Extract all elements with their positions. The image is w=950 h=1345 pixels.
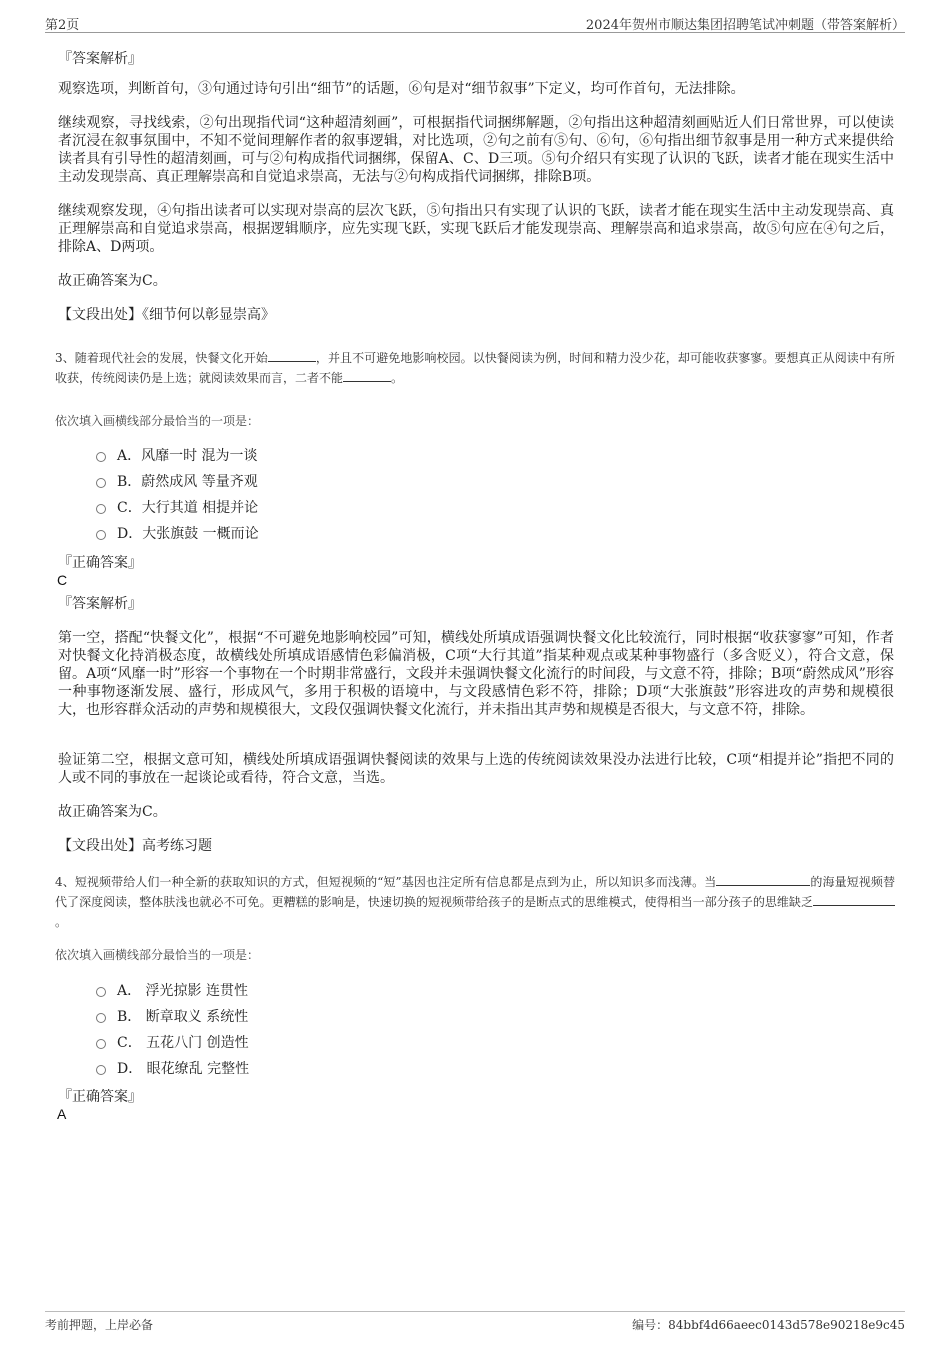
- page-number: 第2页: [45, 18, 80, 33]
- page-footer: [45, 1311, 905, 1332]
- document-code: 编号：84bbf4d66aeec0143d578e90218e9c45: [632, 1318, 905, 1332]
- q2-source: 【文段出处】《细节何以彰显崇高》: [58, 307, 275, 323]
- footer-slogan: 考前押题，上岸必备: [45, 1318, 154, 1332]
- q4-option-c[interactable]: C． 五花八门 创造性: [96, 1032, 249, 1052]
- q3-analysis-label: 『答案解析』: [58, 596, 142, 612]
- radio-icon[interactable]: [96, 478, 106, 488]
- q3-blank-1: [268, 349, 316, 362]
- radio-icon[interactable]: [96, 1013, 106, 1023]
- radio-icon[interactable]: [96, 530, 106, 540]
- q4-instruction: 依次填入画横线部分最恰当的一项是：: [55, 948, 260, 962]
- radio-icon[interactable]: [96, 987, 106, 997]
- q3-option-d[interactable]: D．大张旗鼓 一概而论: [96, 523, 259, 543]
- q3-source: 【文段出处】高考练习题: [58, 838, 212, 854]
- document-title: 2024年贺州市顺达集团招聘笔试冲刺题（带答案解析）: [585, 18, 905, 33]
- q2-conclusion: 故正确答案为C。: [58, 273, 167, 289]
- q2-analysis-para-1: 观察选项，判断首句，③句通过诗句引出“细节”的话题，⑥句是对“细节叙事”下定义，均可作首句，无法排除。: [58, 81, 745, 97]
- q2-analysis-para-3: 继续观察发现，④句指出读者可以实现对崇高的层次飞跃，⑤句指出只有实现了认识的飞跃，读者才能在现实生活中主动发现崇高、真正理解崇高和自觉追求崇高，根据逻辑顺序，应先实现飞跃，实现飞跃后才能发现崇高、理解崇高和追求崇高，故⑤句应在④句之后，排除A、D两项。: [58, 203, 894, 255]
- q3-stem: 3、随着现代社会的发展，快餐文化开始 ，并且不可避免地影响校园。以快餐阅读为例，时间和精力没少花，却可能收获寥寥。要想真正从阅读中有所收获，传统阅读仍是上选；就阅读效果而言，二者不能 。: [55, 351, 895, 385]
- q3-instruction: 依次填入画横线部分最恰当的一项是：: [55, 414, 260, 428]
- radio-icon[interactable]: [96, 504, 106, 514]
- q4-stem: 4、短视频带给人们一种全新的获取知识的方式，但短视频的“短”基因也注定所有信息都是点到为止，所以知识多而浅薄。当 的海量短视频替代了深度阅读，整体肤浅也就必不可免。更糟糕的影响是，快速切换的短视频带给孩子的是断点式的思维模式，使得相当一部分孩子的思维缺乏。: [55, 875, 895, 929]
- q4-option-a[interactable]: A． 浮光掠影 连贯性: [96, 980, 248, 1000]
- q4-blank-2: [813, 893, 895, 906]
- radio-icon[interactable]: [96, 1039, 106, 1049]
- q3-conclusion: 故正确答案为C。: [58, 804, 167, 820]
- q2-analysis-para-2: 继续观察，寻找线索，②句出现指代词“这种超清刻画”，可根据指代词捆绑解题，②句指出这种超清刻画贴近人们日常世界，可以使读者沉浸在叙事氛围中，不知不觉间理解作者的叙事逻辑，对比选项，②句之前有⑤句、⑥句，⑥句指出细节叙事是用一种方式来提供给读者具有引导性的超清刻画，可与②句构成指代词捆绑，保留A、C、D三项。⑤句介绍只有实现了认识的飞跃，读者才能在现实生活中主动发现崇高、真正理解崇高和自觉追求崇高，无法与②句构成指代词捆绑，排除B项。: [58, 115, 894, 185]
- radio-icon[interactable]: [96, 452, 106, 462]
- q4-answer: A: [57, 1106, 67, 1122]
- q3-option-c[interactable]: C．大行其道 相提并论: [96, 497, 258, 517]
- page-header: [45, 12, 905, 33]
- radio-icon[interactable]: [96, 1065, 106, 1075]
- q4-option-d[interactable]: D． 眼花缭乱 完整性: [96, 1058, 249, 1078]
- q3-analysis-para-2: 验证第二空，根据文意可知，横线处所填成语强调快餐阅读的效果与上选的传统阅读效果没办法进行比较，C项“相提并论”指把不同的人或不同的事放在一起谈论或看待，符合文意，当选。: [58, 752, 894, 786]
- q4-blank-1: [716, 873, 810, 886]
- q3-analysis-para-1: 第一空，搭配“快餐文化”，根据“不可避免地影响校园”可知，横线处所填成语强调快餐文化比较流行，同时根据“收获寥寥”可知，作者对快餐文化持消极态度，故横线处所填成语感情色彩偏消极，C项“大行其道”指某种观点或某种事物盛行（多含贬义），符合文意，保留。A项“风靡一时”形容一个事物在一个时期非常盛行，文段并未强调快餐文化流行的时间段，与文意不符，排除；B项“蔚然成风”形容一种事物逐渐发展、盛行，形成风气，多用于积极的语境中，与文段感情色彩不符，排除；D项“大张旗鼓”形容进攻的声势和规模很大，也形容群众活动的声势和规模很大，文段仅强调快餐文化流行，并未指出其声势和规模是否很大，与文意不符，排除。: [58, 630, 894, 718]
- q4-answer-label: 『正确答案』: [58, 1089, 142, 1105]
- q3-option-b[interactable]: B．蔚然成风 等量齐观: [96, 471, 258, 491]
- q4-option-b[interactable]: B． 断章取义 系统性: [96, 1006, 248, 1026]
- q3-answer: C: [57, 572, 68, 588]
- q2-analysis-label: 『答案解析』: [58, 51, 142, 67]
- q3-answer-label: 『正确答案』: [58, 555, 142, 571]
- q3-option-a[interactable]: A．风靡一时 混为一谈: [96, 445, 258, 465]
- q3-blank-2: [343, 369, 391, 382]
